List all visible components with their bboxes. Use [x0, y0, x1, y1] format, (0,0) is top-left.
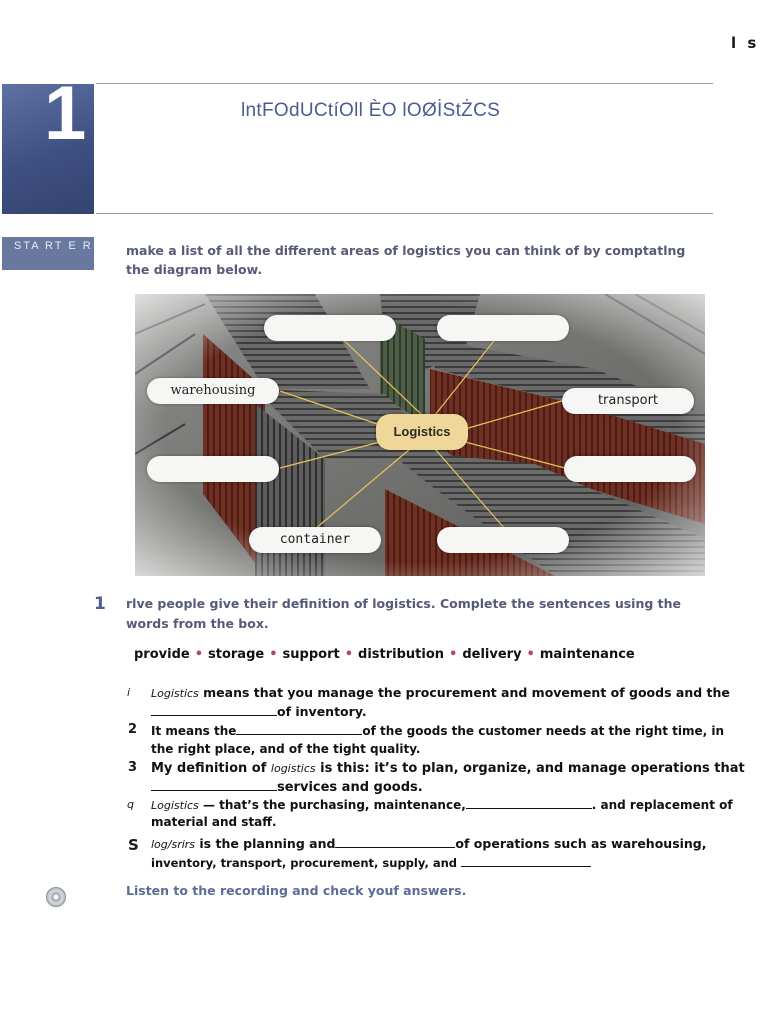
answer-blank[interactable] [151, 703, 277, 716]
blank-label-top-left [264, 315, 396, 341]
answer-blank[interactable] [151, 778, 277, 791]
unit-title: lntFOdUCtíOll ÈO lOØİStŻCS [241, 100, 501, 121]
starter-badge: STA RT E R [2, 237, 94, 270]
sentence-number: q [127, 798, 134, 811]
sentence-1: Logistics means that you manage the procurement and movement of goods and the of inventory. [151, 685, 730, 719]
unit-number: 1 [44, 71, 87, 156]
top-rule [96, 83, 713, 84]
word: delivery [462, 647, 522, 662]
sentence-number: 3 [128, 760, 138, 775]
logistics-diagram [135, 294, 705, 576]
diagram-hub-logistics: Logistics [376, 414, 468, 450]
label-container: container [249, 527, 381, 553]
blank-label-bottom-right [437, 527, 569, 553]
sentence-5: log/srirs is the planning and of operations such as warehousing, inventory, transport, procurement, supply, and [151, 836, 707, 870]
sentence-3: My definition of logistics is this: it’s to plan, organize, and manage operations that services and goods. [151, 761, 745, 795]
word: maintenance [539, 647, 635, 662]
answer-blank[interactable] [461, 854, 591, 867]
word: support [282, 647, 340, 662]
label-warehousing: warehousing [147, 378, 279, 404]
word: storage [208, 647, 265, 662]
answer-blank[interactable] [466, 796, 592, 809]
word-box: provide • storage • support • distribution • delivery • maintenance [134, 647, 635, 662]
audio-cd-icon[interactable] [46, 887, 66, 907]
blank-label-mid-right [564, 456, 696, 482]
sentence-number: S [128, 836, 139, 854]
exercise-number: 1 [94, 594, 106, 614]
bottom-rule [96, 213, 713, 214]
word: provide [134, 647, 190, 662]
answer-blank[interactable] [335, 835, 455, 848]
listen-instruction: Listen to the recording and check youf answers. [126, 883, 467, 898]
blank-label-top-right [437, 315, 569, 341]
sentence-number: i [127, 686, 131, 699]
sentence-2: It means the of the goods the customer needs at the right time, in the right place, and of the tight quality. [151, 724, 725, 756]
blank-label-mid-left [147, 456, 279, 482]
answer-blank[interactable] [236, 722, 362, 735]
starter-instruction: make a list of all the different areas of logistics you can think of by comptatlng the diagram below. [126, 243, 686, 277]
exercise-instruction: rlve people give their definition of logistics. Complete the sentences using the words from the box. [126, 596, 681, 631]
word: distribution [358, 647, 445, 662]
sentence-4: Logistics — that’s the purchasing, maintenance, . and replacement of material and staff. [151, 798, 733, 829]
sentence-number: 2 [128, 722, 138, 737]
label-transport: transport [562, 388, 694, 414]
page-corner-label: l s [731, 34, 760, 52]
